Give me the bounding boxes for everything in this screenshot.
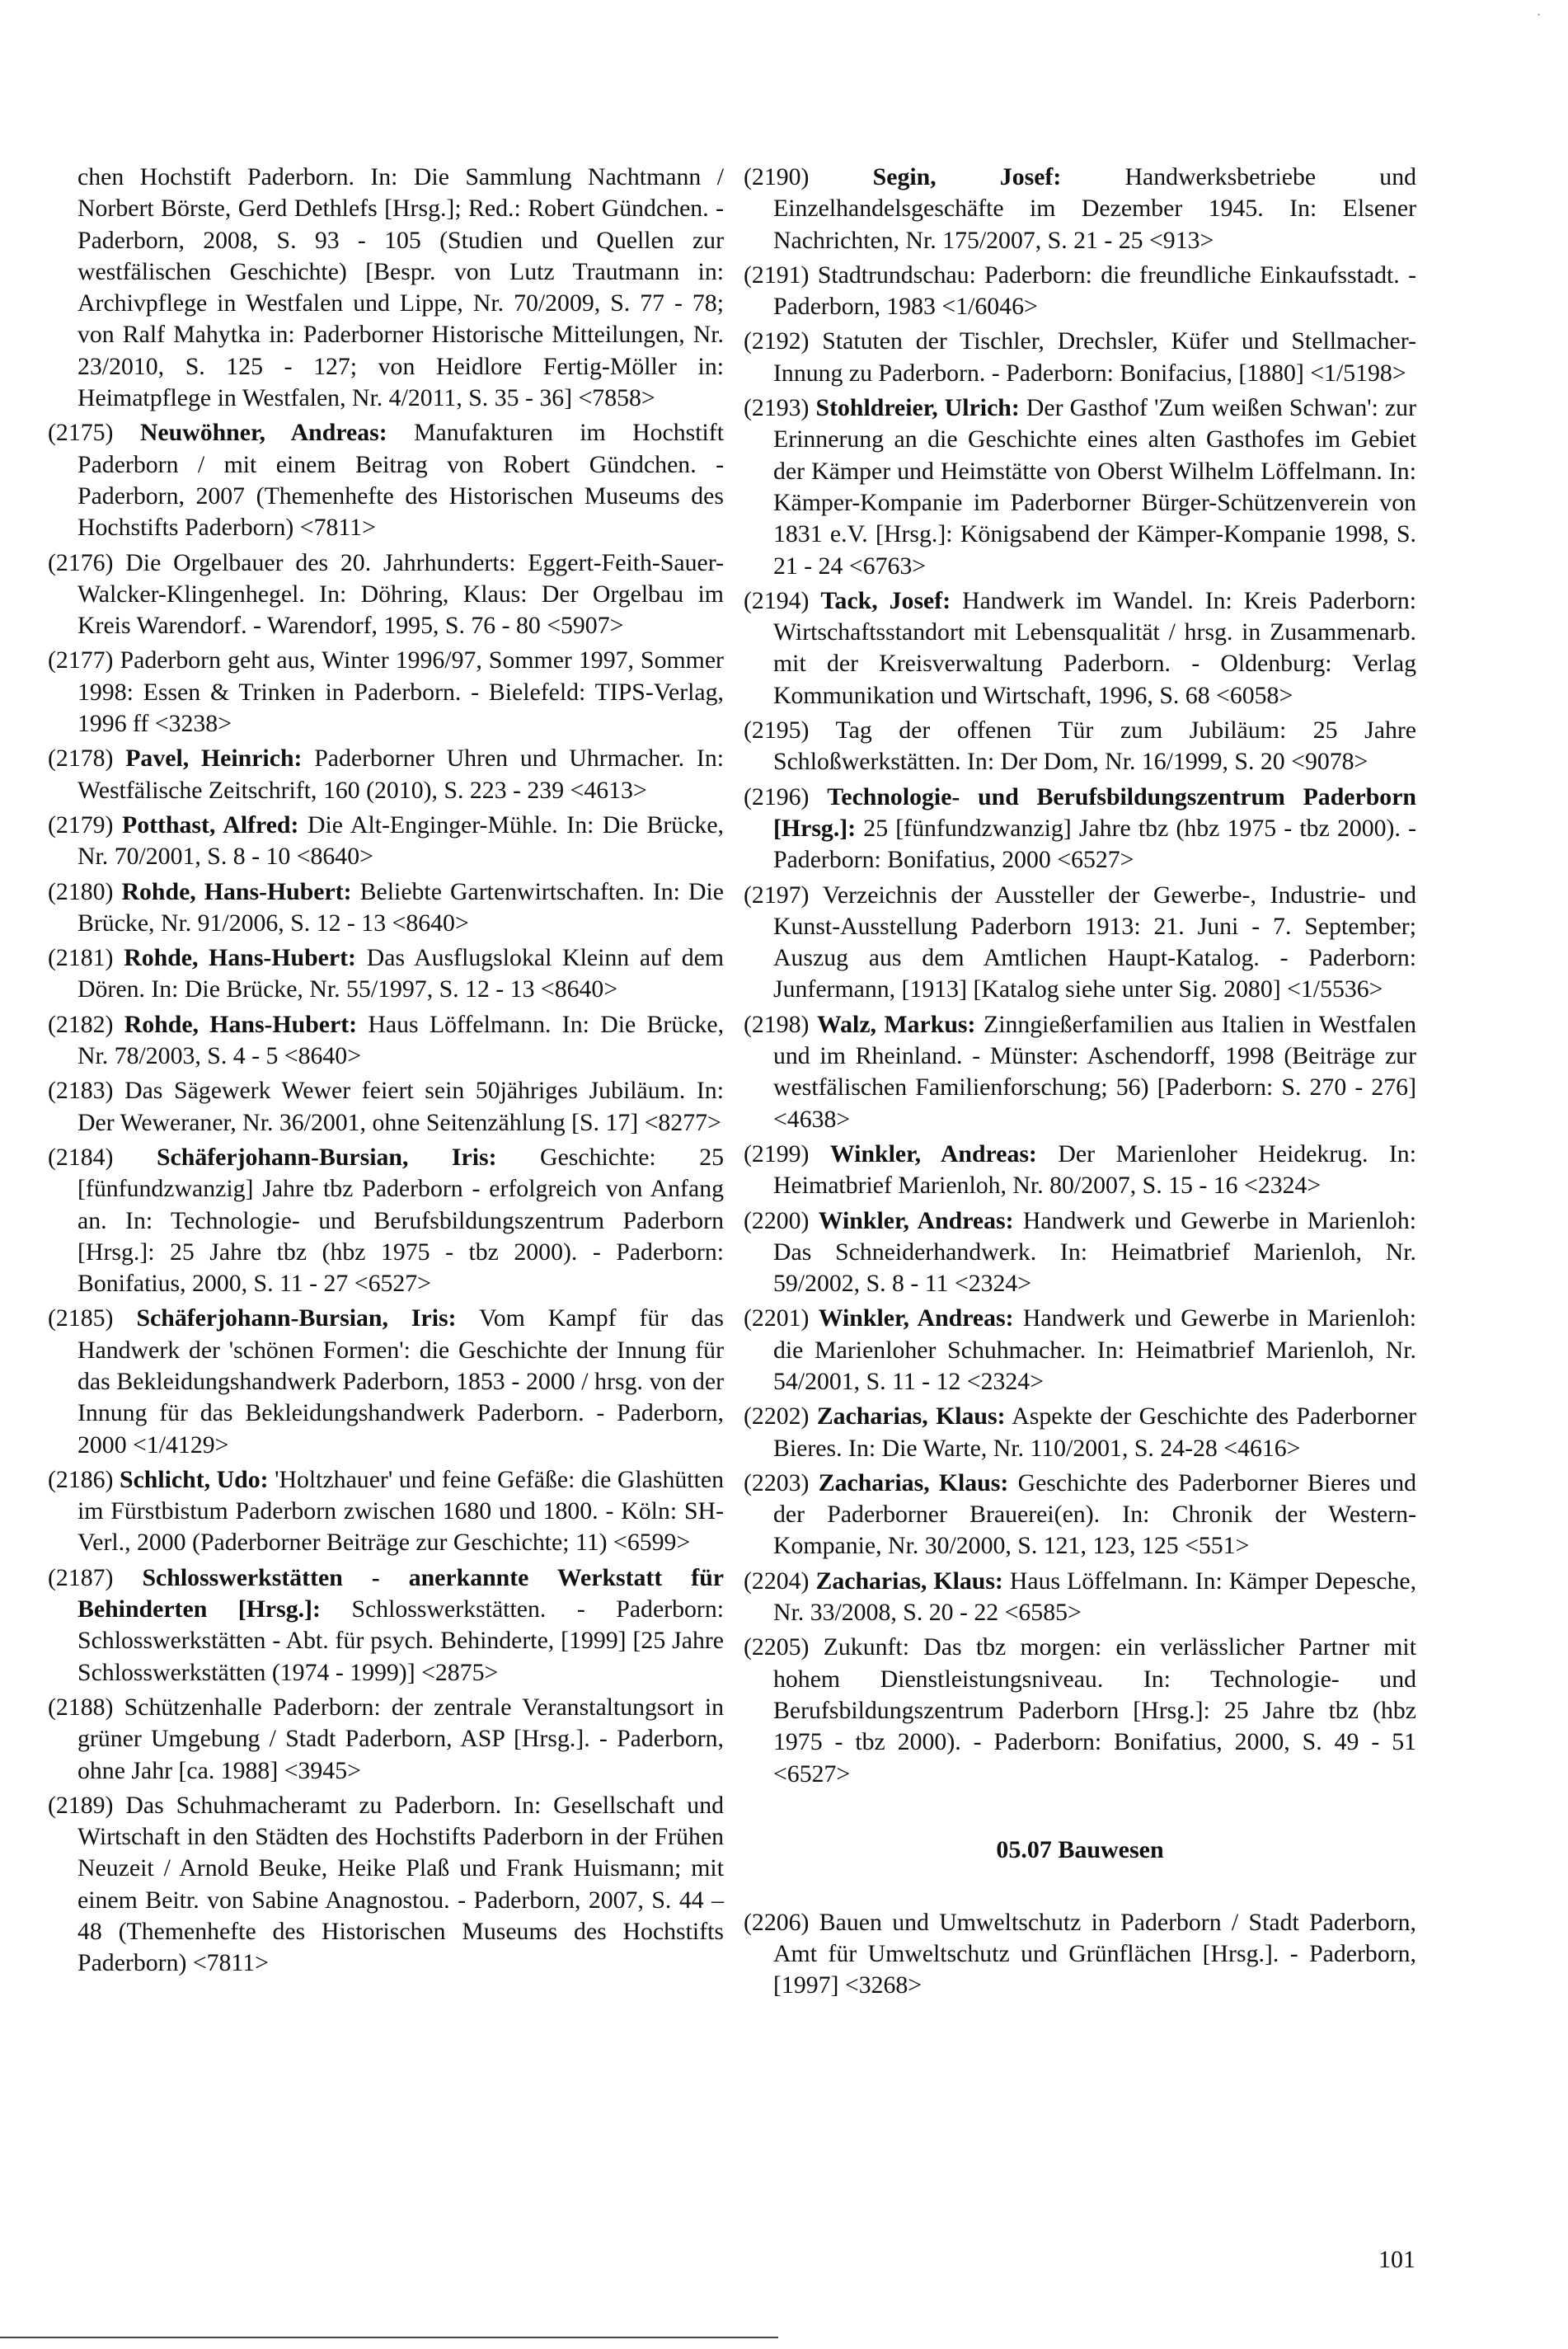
bibliography-entry xyxy=(744,1009,1416,1135)
left-column xyxy=(48,162,724,1983)
entry-text: Geschichte des Paderborner Bieres und der Paderborner Brauerei(en). In: Chronik der Western-Kompanie, Nr. 30/2000, S. 121, 123, 125 <551> xyxy=(773,1468,1417,1560)
entry-text: Der Marienloher Heidekrug. In: Heimatbrief Marienloh, Nr. 80/2007, S. 15 - 16 <2324> xyxy=(773,1139,1416,1200)
entry-text: Aspekte der Geschichte des Paderborner Bieres. In: Die Warte, Nr. 110/2001, S. 24-28 <4616> xyxy=(773,1402,1417,1462)
entry-number: (2201) xyxy=(744,1304,810,1332)
entry-author: Technologie- und Berufsbildungszentrum Paderborn [Hrsg.]: xyxy=(773,782,1416,842)
entry-text: Zinngießerfamilien aus Italien in Westfalen und im Rheinland. - Münster: Aschendorff, 1998 (Beiträge zur westfälischen Familienforschung; 56) [Paderborn: S. 270 - 276] <4638> xyxy=(773,1010,1416,1133)
entry-author: Winkler, Andreas: xyxy=(818,1304,1014,1332)
footer-rule xyxy=(0,2337,778,2338)
entry-text: 'Holtzhauer' und feine Gefäße: die Glashütten im Fürstbistum Paderborn zwischen 1680 und 1800. - Köln: SH-Verl., 2000 (Paderborner Beiträge zur Geschichte; 11) <6599> xyxy=(77,1465,724,1557)
bibliography-entry xyxy=(48,1464,724,1559)
entry-author: Zacharias, Klaus: xyxy=(818,1468,1009,1496)
entry-number: (2181) xyxy=(48,944,114,972)
bibliography-entry xyxy=(744,1303,1416,1398)
entry-author: Winkler, Andreas: xyxy=(829,1139,1037,1167)
entry-author: Schäferjohann-Bursian, Iris: xyxy=(156,1143,497,1171)
entry-number: (2205) xyxy=(744,1633,810,1661)
entry-number: (2191) xyxy=(744,261,810,289)
bibliography-entry xyxy=(48,942,724,1006)
bibliography-entry xyxy=(48,810,724,873)
bibliography-entry xyxy=(744,1632,1416,1789)
bibliography-entry xyxy=(744,1907,1416,2002)
entry-number: (2176) xyxy=(48,548,114,576)
entry-text: Zukunft: Das tbz morgen: ein verlässlicher Partner mit hohem Dienstleistungsniveau. In: Technologie- und Berufsbildungszentrum Paderborn [Hrsg.]: 25 Jahre tbz (hbz 1975 - tbz 2000). - Paderborn: Bonifatius, 2000, S. 49 - 51 <6527> xyxy=(773,1633,1416,1788)
entry-author: Winkler, Andreas: xyxy=(818,1206,1014,1234)
bibliography-entry xyxy=(744,162,1416,256)
entry-author: Pavel, Heinrich: xyxy=(125,745,303,773)
entry-number: (2182) xyxy=(48,1010,114,1038)
entry-text: Vom Kampf für das Handwerk der 'schönen Formen': die Geschichte der Innung für das Bekleidungshandwerk Paderborn, 1853 - 2000 / hrsg. von der Innung für das Bekleidungshandwerk Paderborn. - Paderborn, 2000 <1/4129> xyxy=(77,1304,725,1459)
left-entry-list xyxy=(48,417,724,1979)
bibliography-entry xyxy=(744,392,1416,582)
entry-number: (2194) xyxy=(744,586,810,614)
entry-author: Walz, Markus: xyxy=(817,1010,976,1038)
entry-text: Die Alt-Enginger-Mühle. In: Die Brücke, Nr. 70/2001, S. 8 - 10 <8640> xyxy=(77,810,724,871)
entry-text: Handwerksbetriebe und Einzelhandelsgeschäfte im Dezember 1945. In: Elsener Nachrichten, Nr. 175/2007, S. 21 - 25 <913> xyxy=(773,163,1416,254)
bibliography-entry xyxy=(744,1401,1416,1464)
entry-author: Rohde, Hans-Hubert: xyxy=(121,877,352,905)
entry-number: (2204) xyxy=(744,1567,810,1595)
entry-number: (2188) xyxy=(48,1693,114,1721)
entry-text: Tag der offenen Tür zum Jubiläum: 25 Jahre Schloßwerkstätten. In: Der Dom, Nr. 16/1999, S. 20 <9078> xyxy=(773,716,1416,776)
entry-text: Schlosswerkstätten. - Paderborn: Schlosswerkstätten - Abt. für psych. Behinderte, [1999] [25 Jahre Schlosswerkstätten (1974 - 1999)] <2875> xyxy=(77,1595,725,1686)
entry-text: Haus Löffelmann. In: Die Brücke, Nr. 78/2003, S. 4 - 5 <8640> xyxy=(77,1010,725,1070)
entry-text: Geschichte: 25 [fünfundzwanzig] Jahre tbz Paderborn - erfolgreich von Anfang an. In: Technologie- und Berufsbildungszentrum Paderborn [Hrsg.]: 25 Jahre tbz (hbz 1975 - tbz 2000). - Paderborn: Bonifatius, 2000, S. 11 - 27 <6527> xyxy=(77,1143,724,1298)
right-entry-list xyxy=(744,162,1416,1790)
bibliography-entry xyxy=(48,547,724,642)
entry-number: (2183) xyxy=(48,1077,114,1105)
entry-author: Schlosswerkstätten - anerkannte Werkstatt für Behinderten [Hrsg.]: xyxy=(77,1563,724,1623)
entry-text: 25 [fünfundzwanzig] Jahre tbz (hbz 1975 - tbz 2000). - Paderborn: Bonifatius, 2000 <6527> xyxy=(773,814,1416,874)
entry-text: Die Orgelbauer des 20. Jahrhunderts: Eggert-Feith-Sauer-Walcker-Klingenhegel. In: Döhring, Klaus: Der Orgelbau im Kreis Warendorf. - Warendorf, 1995, S. 76 - 80 <5907> xyxy=(77,548,724,640)
entry-number: (2206) xyxy=(744,1908,810,1936)
bibliography-entry xyxy=(744,1566,1416,1629)
entry-text: Statuten der Tischler, Drechsler, Küfer und Stellmacher-Innung zu Paderborn. - Paderborn: Bonifacius, [1880] <1/5198> xyxy=(773,327,1416,387)
entry-text: Manufakturen im Hochstift Paderborn / mit einem Beitrag von Robert Gündchen. - Paderborn, 2007 (Themenhefte des Historischen Museums des Hochstifts Paderborn) <7811> xyxy=(77,419,724,542)
entry-text: Handwerk und Gewerbe in Marienloh: die Marienloher Schuhmacher. In: Heimatbrief Marienloh, Nr. 54/2001, S. 11 - 12 <2324> xyxy=(773,1304,1416,1395)
entry-number: (2175) xyxy=(48,419,114,447)
entry-text: Verzeichnis der Aussteller der Gewerbe-, Industrie- und Kunst-Ausstellung Paderborn 1913: 21. Juni - 7. September; Auszug aus dem Amtlichen Haupt-Katalog. - Paderborn: Junfermann, [1913] [Katalog siehe unter Sig. 2080] <1/5536> xyxy=(773,881,1416,1003)
bibliography-entry xyxy=(48,743,724,806)
bibliography-entry xyxy=(744,880,1416,1006)
entry-number: (2193) xyxy=(744,394,810,422)
bibliography-entry xyxy=(48,1142,724,1299)
bibliography-entry xyxy=(48,1790,724,1980)
bibliography-entry xyxy=(744,326,1416,389)
entry-author: Potthast, Alfred: xyxy=(122,810,299,839)
entry-number: (2199) xyxy=(744,1139,810,1167)
entry-text: Haus Löffelmann. In: Kämper Depesche, Nr. 33/2008, S. 20 - 22 <6585> xyxy=(773,1567,1417,1627)
bibliography-entry xyxy=(48,417,724,543)
entry-author: Zacharias, Klaus: xyxy=(815,1567,1003,1595)
entry-number: (2198) xyxy=(744,1010,810,1038)
bibliography-entry xyxy=(48,1009,724,1073)
entry-text: Das Ausflugslokal Kleinn auf dem Dören. In: Die Brücke, Nr. 55/1997, S. 12 - 13 <8640> xyxy=(77,944,725,1003)
page-number: 101 xyxy=(1378,2246,1415,2273)
entry-number: (2202) xyxy=(744,1402,810,1431)
right-after-heading-list xyxy=(744,1907,1416,2002)
entry-text: Paderborner Uhren und Uhrmacher. In: Westfälische Zeitschrift, 160 (2010), S. 223 - 239 <4613> xyxy=(77,745,724,804)
bibliography-entry xyxy=(48,645,724,740)
entry-number: (2200) xyxy=(744,1206,810,1234)
entry-text: Schützenhalle Paderborn: der zentrale Veranstaltungsort in grüner Umgebung / Stadt Paderborn, ASP [Hrsg.]. - Paderborn, ohne Jahr [ca. 1988] <3945> xyxy=(77,1693,724,1784)
entry-author: Neuwöhner, Andreas: xyxy=(139,419,387,447)
section-heading: 05.07 Bauwesen xyxy=(996,1835,1164,1863)
corner-mark: · xyxy=(1537,8,1542,22)
bibliography-entry xyxy=(744,782,1416,876)
entry-text: Beliebte Gartenwirtschaften. In: Die Brücke, Nr. 91/2006, S. 12 - 13 <8640> xyxy=(77,877,725,937)
entry-author: Tack, Josef: xyxy=(820,586,951,614)
entry-number: (2185) xyxy=(48,1304,114,1332)
entry-number: (2190) xyxy=(744,163,810,190)
bibliography-entry xyxy=(48,1075,724,1139)
entry-text: Stadtrundschau: Paderborn: die freundliche Einkaufsstadt. - Paderborn, 1983 <1/6046> xyxy=(773,261,1417,321)
entry-author: Rohde, Hans-Hubert: xyxy=(124,1010,358,1038)
entry-number: (2189) xyxy=(48,1791,114,1819)
entry-number: (2184) xyxy=(48,1143,114,1171)
entry-text: Der Gasthof 'Zum weißen Schwan': zur Erinnerung an die Geschichte eines alten Gasthofes im Gebiet der Kämper und Heimstätte von Oberst Wilhelm Löffelmann. In: Kämper-Kompanie im Paderborner Bürger-Schützenverein von 1831 e.V. [Hrsg.]: Königsabend der Kämper-Kompanie 1998, S. 21 - 24 <6763> xyxy=(773,394,1416,580)
entry-author: Schäferjohann-Bursian, Iris: xyxy=(136,1304,457,1332)
bibliography-entry xyxy=(744,1205,1416,1300)
continuation-entry: chen Hochstift Paderborn. In: Die Sammlung Nachtmann / Norbert Börste, Gerd Dethlefs [Hrsg.]; Red.: Robert Gündchen. - Paderborn, 2008, S. 93 - 105 (Studien und Quellen zur westfälischen Geschichte) [Bespr. von Lutz Trautmann in: Archivpflege in Westfalen und Lippe, Nr. 70/2009, S. 77 - 78; von Ralf Mahytka in: Paderborner Historische Mitteilungen, Nr. 23/2010, S. 125 - 127; von Heidlore Fertig-Möller in: Heimatpflege in Westfalen, Nr. 4/2011, S. 35 - 36] <7858> xyxy=(77,163,724,412)
entry-number: (2187) xyxy=(48,1563,114,1591)
entry-text: Paderborn geht aus, Winter 1996/97, Sommer 1997, Sommer 1998: Essen & Trinken in Paderborn. - Bielefeld: TIPS-Verlag, 1996 ff <3238> xyxy=(77,646,724,738)
entry-number: (2192) xyxy=(744,327,810,355)
entry-number: (2179) xyxy=(48,810,114,839)
bibliography-entry xyxy=(744,1468,1416,1562)
right-column xyxy=(744,162,1416,2005)
entry-author: Rohde, Hans-Hubert: xyxy=(124,944,356,972)
entry-number: (2178) xyxy=(48,745,114,773)
entry-number: (2180) xyxy=(48,877,114,905)
bibliography-entry xyxy=(744,260,1416,323)
entry-text: Bauen und Umweltschutz in Paderborn / Stadt Paderborn, Amt für Umweltschutz und Grünflächen [Hrsg.]. - Paderborn, [1997] <3268> xyxy=(773,1908,1416,1999)
entry-number: (2177) xyxy=(48,646,114,674)
bibliography-entry xyxy=(744,585,1416,712)
entry-author: Stohldreier, Ulrich: xyxy=(815,394,1020,422)
entry-text: Handwerk im Wandel. In: Kreis Paderborn: Wirtschaftsstandort mit Lebensqualität / hrsg. in Zusammenarb. mit der Kreisverwaltung Paderborn. - Oldenburg: Verlag Kommunikation und Wirtschaft, 1996, S. 68 <6058> xyxy=(773,586,1417,709)
bibliography-entry xyxy=(48,876,724,940)
entry-author: Segin, Josef: xyxy=(872,163,1062,190)
entry-text: Das Sägewerk Wewer feiert sein 50jähriges Jubiläum. In: Der Weweraner, Nr. 36/2001, ohne Seitenzählung [S. 17] <8277> xyxy=(77,1077,724,1136)
bibliography-entry xyxy=(48,1562,724,1689)
bibliography-entry xyxy=(48,1692,724,1787)
bibliography-entry xyxy=(48,1303,724,1460)
entry-text: Das Schuhmacheramt zu Paderborn. In: Gesellschaft und Wirtschaft in den Städten des Hochstifts Paderborn in der Frühen Neuzeit / Arnold Beuke, Heike Plaß und Frank Huismann; mit einem Beitr. von Sabine Anagnostou. - Paderborn, 2007, S. 44 – 48 (Themenhefte des Historischen Museums des Hochstifts Paderborn) <7811> xyxy=(77,1791,725,1977)
entry-author: Zacharias, Klaus: xyxy=(816,1402,1006,1431)
bibliography-entry xyxy=(744,1139,1416,1202)
entry-number: (2197) xyxy=(744,881,810,909)
entry-number: (2196) xyxy=(744,782,810,810)
entry-number: (2186) xyxy=(48,1465,114,1493)
entry-number: (2203) xyxy=(744,1468,810,1496)
entry-author: Schlicht, Udo: xyxy=(120,1465,269,1493)
entry-number: (2195) xyxy=(744,716,810,745)
entry-text: Handwerk und Gewerbe in Marienloh: Das Schneiderhandwerk. In: Heimatbrief Marienloh, Nr. 59/2002, S. 8 - 11 <2324> xyxy=(773,1206,1416,1298)
bibliography-entry xyxy=(744,715,1416,778)
